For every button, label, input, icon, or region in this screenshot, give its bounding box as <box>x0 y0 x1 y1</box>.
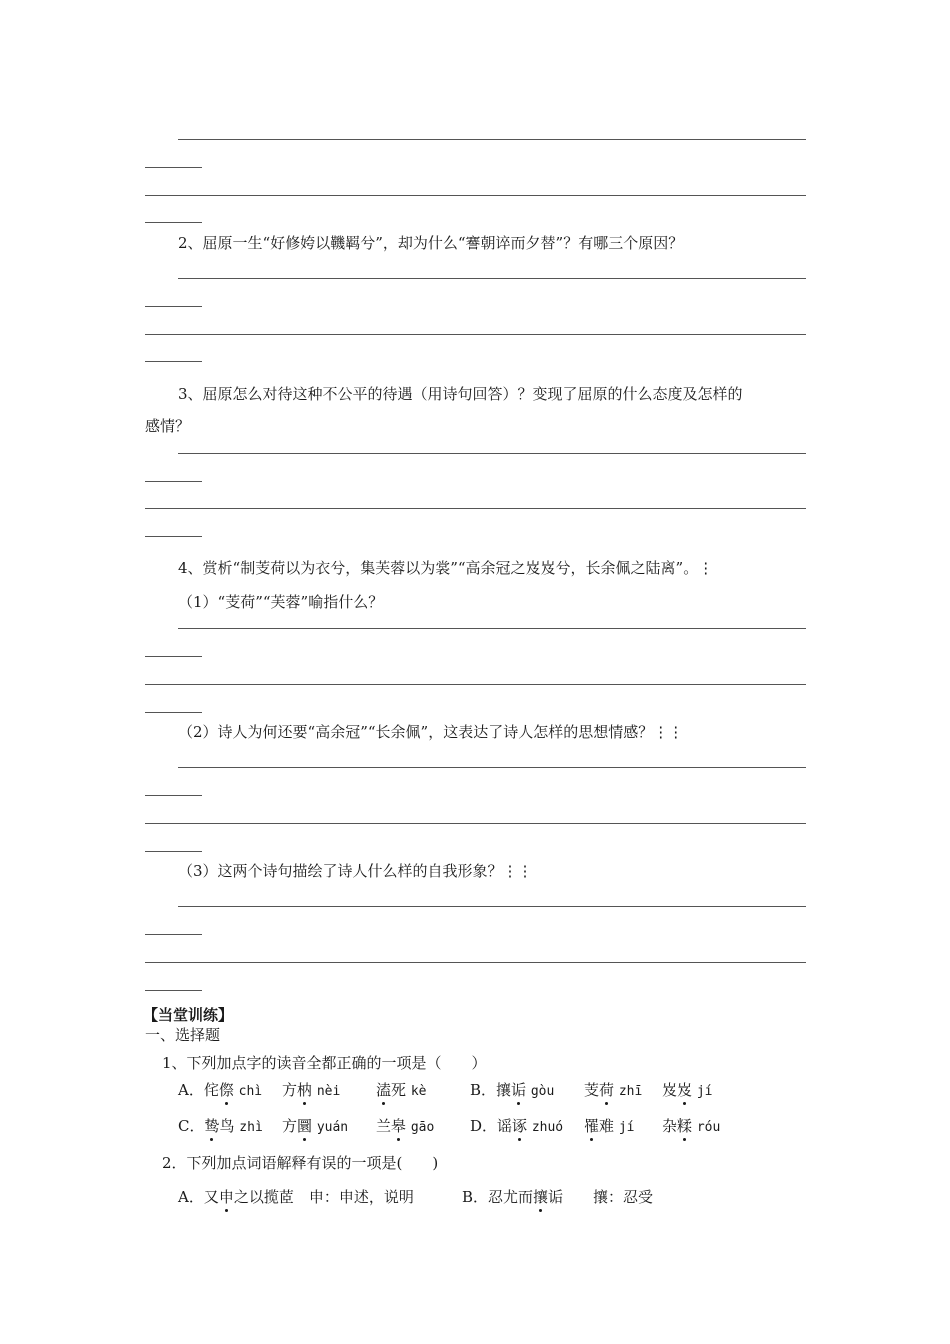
question-4-2: （2）诗人为何还要“高余冠”“长余佩”，这表达了诗人怎样的思想情感？⋮⋮ <box>178 723 684 741</box>
mc2-option-a[interactable]: A．又申之以揽茝 申：申述，说明 <box>178 1188 414 1206</box>
mc1-option-c-item3: 兰皋 gāo <box>376 1117 435 1135</box>
answer-line[interactable] <box>178 278 806 279</box>
answer-line[interactable] <box>145 195 806 196</box>
mc1-option-b-item3: 岌岌 jí <box>662 1081 713 1099</box>
mc1-option-b[interactable]: B．攘诟 gòu <box>470 1081 555 1099</box>
answer-line-end <box>145 990 202 991</box>
answer-line-end <box>145 306 202 307</box>
mc1-option-c[interactable]: C．鸷鸟 zhì <box>178 1117 263 1135</box>
question-2: 2、屈原一生“好修姱以鞿羁兮”，却为什么“謇朝谇而夕替”？有哪三个原因？ <box>178 234 684 252</box>
answer-line-end <box>145 712 202 713</box>
answer-line[interactable] <box>178 906 806 907</box>
question-4: 4、赏析“制芰荷以为衣兮，集芙蓉以为裳”“高余冠之岌岌兮，长余佩之陆离”。⋮ <box>178 559 714 577</box>
mc1-option-a[interactable]: A．侘傺 chì <box>178 1081 263 1099</box>
answer-line[interactable] <box>178 628 806 629</box>
answer-line-end <box>145 536 202 537</box>
answer-line[interactable] <box>145 508 806 509</box>
answer-line-end <box>145 222 202 223</box>
mc1-option-a-item3: 溘死 kè <box>376 1081 427 1099</box>
question-4-3: （3）这两个诗句描绘了诗人什么样的自我形象？⋮⋮ <box>178 862 533 880</box>
mc1-option-c-item2: 方圜 yuán <box>282 1117 349 1135</box>
answer-line-end <box>145 851 202 852</box>
answer-line-end <box>145 481 202 482</box>
answer-line[interactable] <box>145 684 806 685</box>
answer-line[interactable] <box>145 823 806 824</box>
mc1-option-d-item3: 杂糅 róu <box>662 1117 721 1135</box>
question-3-line2: 感情？ <box>145 417 191 435</box>
answer-line-end <box>145 934 202 935</box>
answer-line[interactable] <box>178 453 806 454</box>
answer-line-end <box>145 795 202 796</box>
answer-line[interactable] <box>178 767 806 768</box>
mc1-option-a-item2: 方枘 nèi <box>282 1081 341 1099</box>
answer-line-end <box>145 361 202 362</box>
mc1-option-d[interactable]: D．谣诼 zhuó <box>470 1117 564 1135</box>
question-3-line1: 3、屈原怎么对待这种不公平的待遇（用诗句回答）？变现了屈原的什么态度及怎样的 <box>178 385 743 403</box>
answer-line[interactable] <box>145 334 806 335</box>
mc1-stem: 1、下列加点字的读音全都正确的一项是（ ） <box>162 1054 487 1072</box>
subsection-title: 一、选择题 <box>145 1026 221 1044</box>
mc1-option-d-item2: 罹难 jí <box>584 1117 635 1135</box>
section-heading: 【当堂训练】 <box>143 1006 234 1024</box>
question-4-1: （1）“芰荷”“芙蓉”喻指什么？ <box>178 593 384 611</box>
answer-line[interactable] <box>145 962 806 963</box>
mc1-option-b-item2: 芰荷 zhī <box>584 1081 643 1099</box>
mc2-stem: 2．下列加点词语解释有误的一项是( ) <box>162 1154 439 1172</box>
answer-line-end <box>145 167 202 168</box>
mc2-option-b[interactable]: B．忍尤而攘诟 攘：忍受 <box>462 1188 654 1206</box>
answer-line-end <box>145 656 202 657</box>
answer-line[interactable] <box>178 139 806 140</box>
